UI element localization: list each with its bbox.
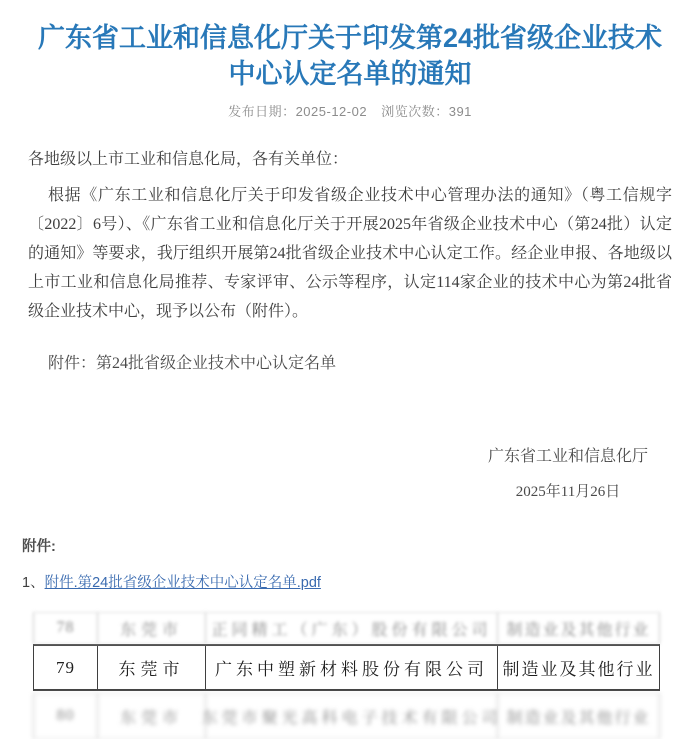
table-cell-no: 80 (33, 693, 97, 739)
table-cell-industry: 制造业及其他行业 (497, 612, 660, 644)
attachment-list-item (22, 571, 700, 592)
signature-date: 2025年11月26日 (515, 484, 621, 500)
main-paragraph: 根据《广东工业和信息化厅关于印发省级企业技术中心管理办法的通知》（粤工信规字〔2022〕6号）、《广东省工业和信息化厅关于开展2025年省级企业技术中心（第24批）认定的通知》等要求，我厅组织开展第24批省级企业技术中心认定工作。经企业申报、各地级以上市工业和信息化局推荐、专家评审、公示等程序，认定114家企业的技术中心为第24批省级企业技术中心，现予以公布（附件）。 (28, 187, 672, 320)
table-cell-industry: 制造业及其他行业 (497, 693, 660, 739)
table-cell-no: 79 (33, 644, 97, 691)
notice-body (28, 146, 672, 501)
table-row-highlighted (33, 644, 660, 691)
table-cell-company: 广东中塑新材料股份有限公司 (205, 644, 497, 691)
publish-meta (0, 101, 700, 120)
signature-area (28, 443, 672, 501)
table-cell-company: 正同精工（广东）股份有限公司 (205, 612, 497, 644)
salutation: 各地级以上市工业和信息化局，各有关单位： (28, 151, 349, 168)
page-title: 广东省工业和信息化厅关于印发第24批省级企业技术中心认定名单的通知 (37, 23, 663, 89)
attachments-section (22, 535, 700, 592)
views-count: 391 (448, 104, 472, 119)
views-label: 浏览次数： (381, 104, 449, 119)
table-cell-industry: 制造业及其他行业 (497, 644, 660, 691)
signature-issuer: 广东省工业和信息化厅 (487, 448, 648, 465)
attachment-reference-line: 附件：第24批省级企业技术中心认定名单 (48, 355, 337, 372)
attachments-label: 附件: (22, 539, 56, 555)
table-cell-no: 78 (33, 612, 97, 644)
table-cell-city: 东莞市 (97, 644, 205, 691)
table-row (33, 693, 660, 739)
publish-date-value: 2025-12-02 (295, 104, 368, 119)
publish-date-label: 发布日期： (228, 104, 296, 119)
table-cell-city: 东莞市 (97, 612, 205, 644)
table-cell-company: 东莞市聚光高科电子技术有限公司 (205, 693, 497, 739)
table-row (33, 612, 660, 644)
table-cell-city: 东莞市 (97, 693, 205, 739)
attachment-item-index: 1、 (22, 575, 45, 591)
attachment-table-preview (33, 612, 660, 739)
attachment-pdf-link[interactable]: 附件.第24批省级企业技术中心认定名单.pdf (44, 575, 321, 591)
